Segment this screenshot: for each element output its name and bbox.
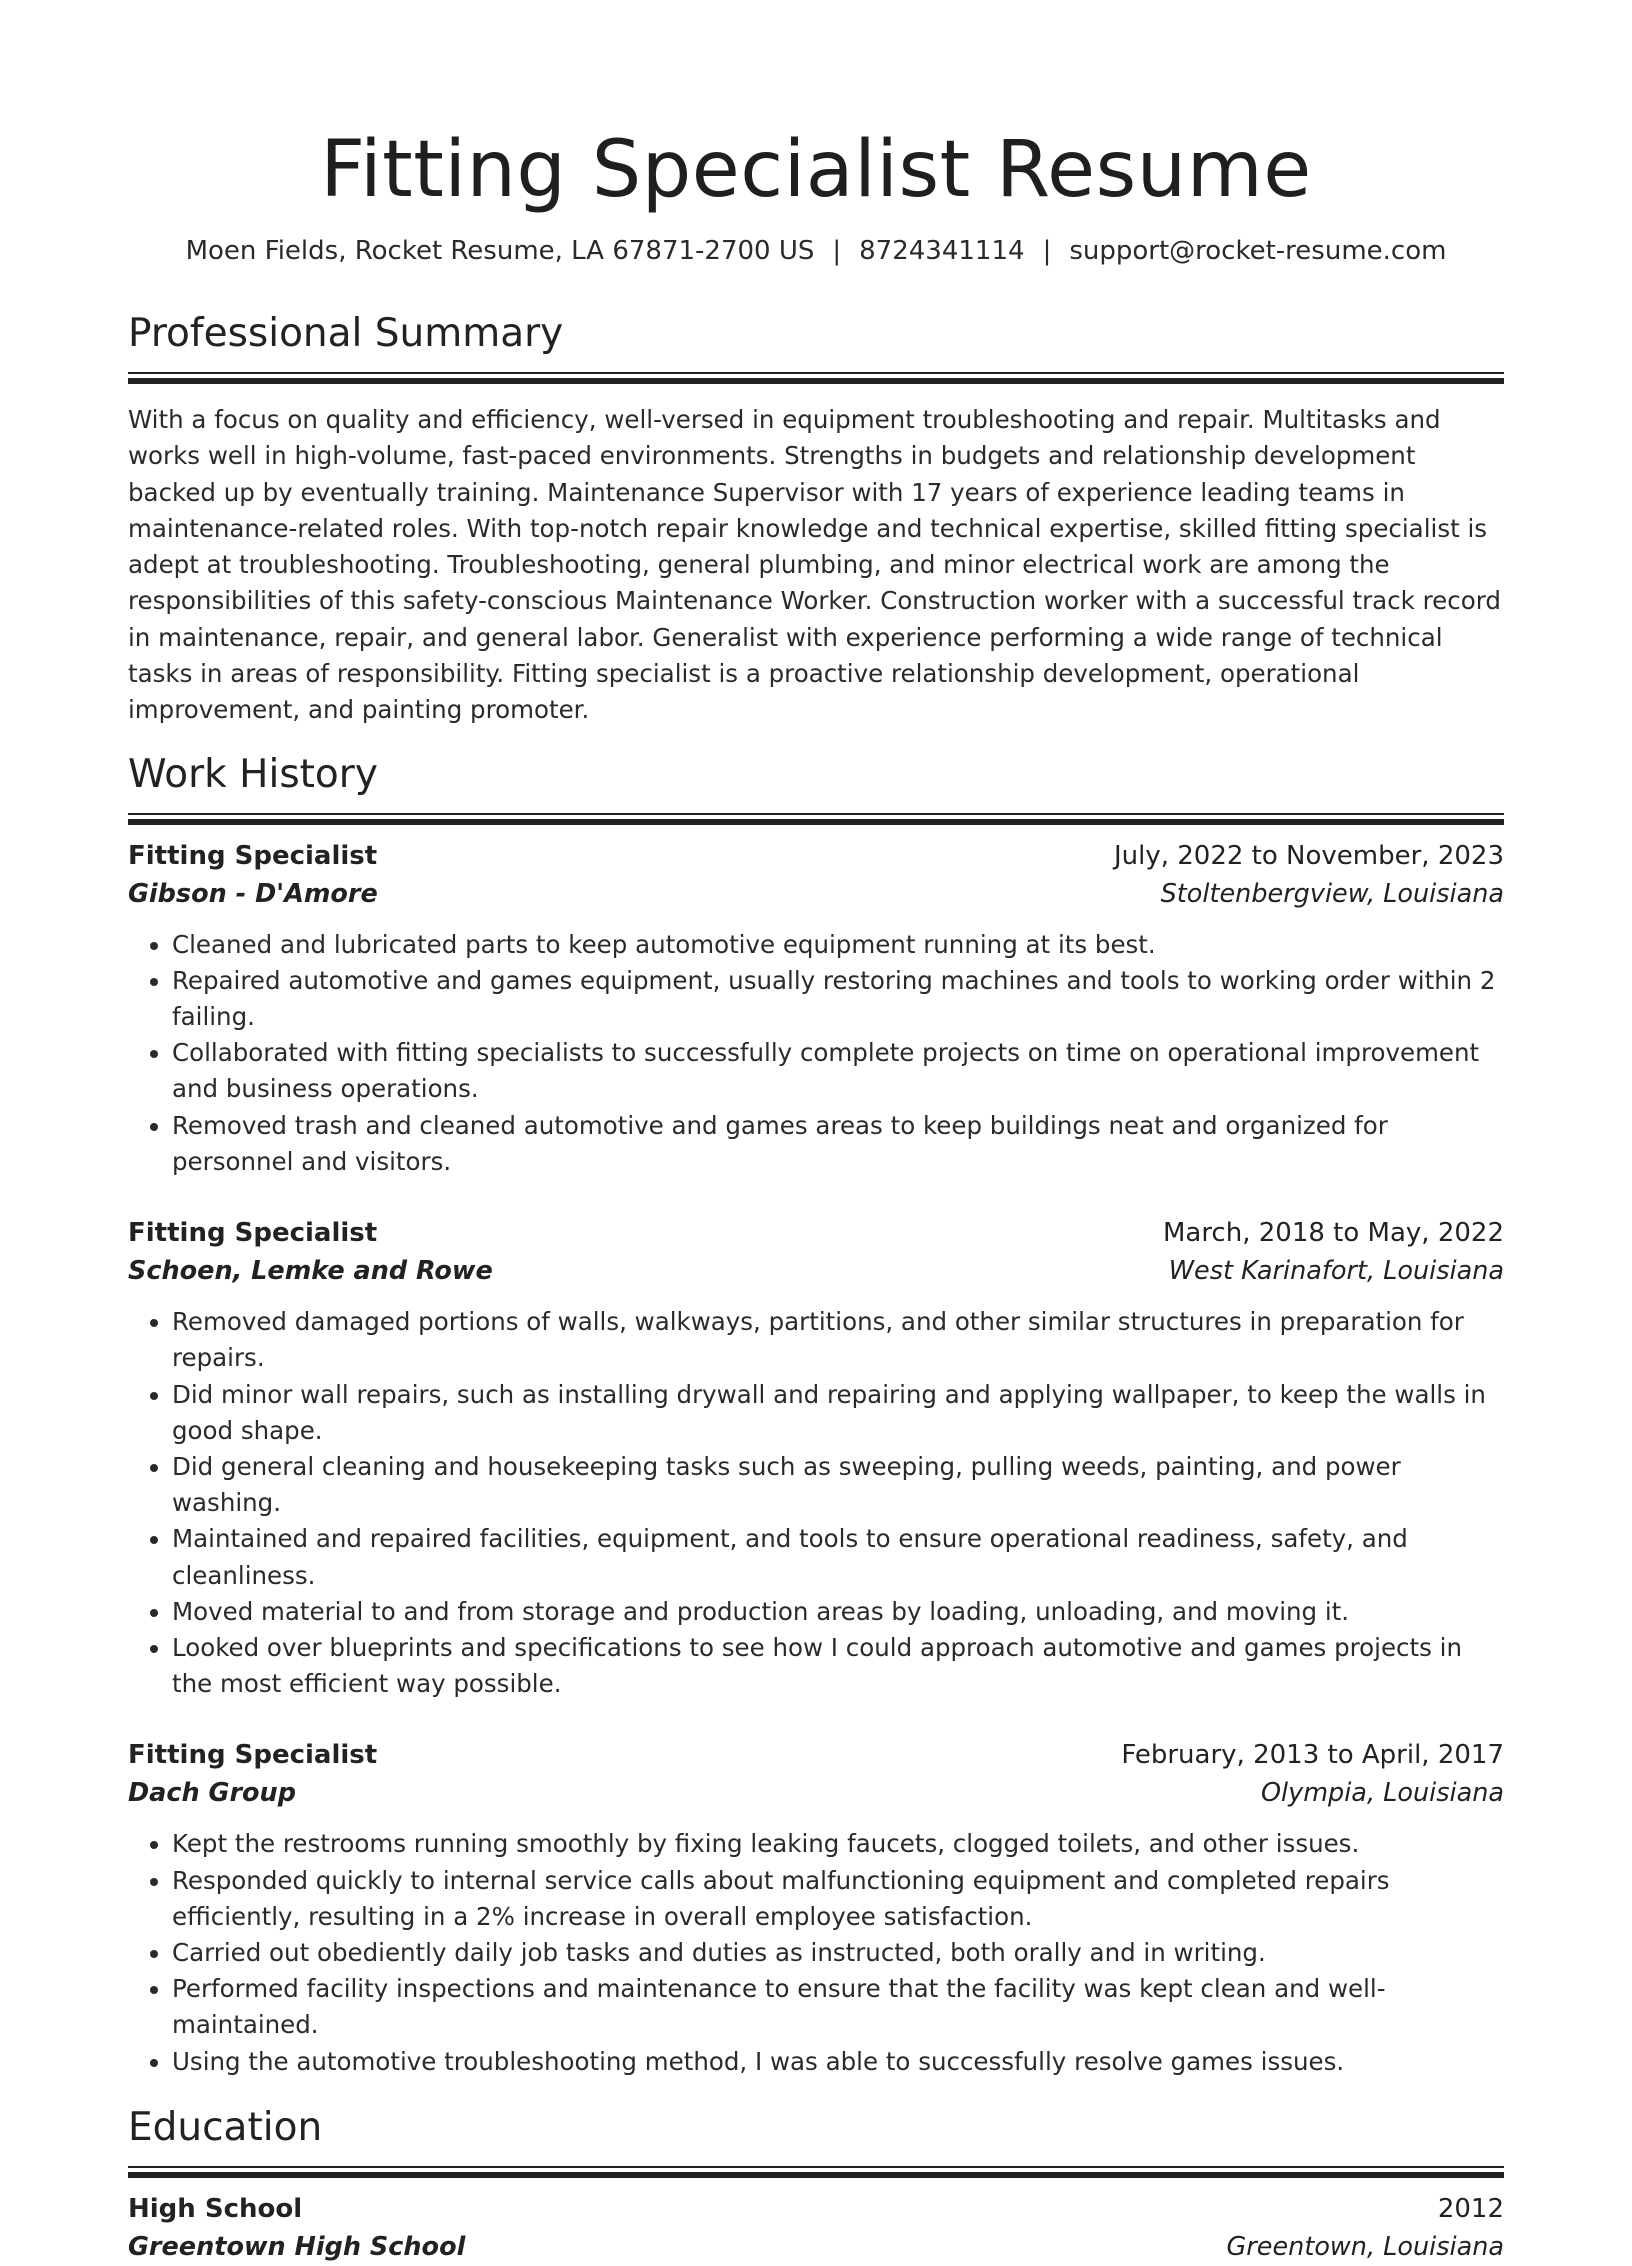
contact-email[interactable]: support@rocket-resume.com [1069, 236, 1447, 266]
job-bullet: • Repaired automotive and games equipment, usually restoring machines and tools to working order within 2 failing. [172, 963, 1504, 1035]
education-entry [128, 2190, 1504, 2266]
contact-phone: 8724341114 [859, 236, 1025, 266]
job-employer: Dach Group [128, 1778, 296, 1809]
job-employer-row [128, 875, 1504, 913]
job-employer: Schoen, Lemke and Rowe [128, 1256, 493, 1287]
summary-text: With a focus on quality and efficiency, well-versed in equipment troubleshooting and repair. Multitasks and works well in high-volume, fast-paced environments. Strengths in budgets and relationship development backed up by eventually training. Maintenance Supervisor with 17 years of experience leading teams in maintenance-related roles. With top-notch repair knowledge and technical expertise, skilled fitting specialist is adept at troubleshooting. Troubleshooting, general plumbing, and minor electrical work are among the responsibilities of this safety-conscious Maintenance Worker. Construction worker with a successful track record in maintenance, repair, and general labor. Generalist with experience performing a wide range of technical tasks in areas of responsibility. Fitting specialist is a proactive relationship development, operational improvement, and painting promoter. [128, 405, 1501, 725]
job-bullet: • Did general cleaning and housekeeping tasks such as sweeping, pulling weeds, painting, and power washing. [172, 1449, 1504, 1521]
section-divider [128, 372, 1504, 374]
job-bullet: • Maintained and repaired facilities, equipment, and tools to ensure operational readiness, safety, and cleanliness. [172, 1521, 1504, 1593]
education-degree: High School [128, 2193, 303, 2224]
job-bullet: • Looked over blueprints and specifications to see how I could approach automotive and games projects in the most efficient way possible. [172, 1630, 1504, 1702]
job-header-row [128, 1214, 1504, 1252]
job-location: Olympia, Louisiana [1260, 1778, 1504, 1809]
job-bullet: • Removed trash and cleaned automotive and games areas to keep buildings neat and organized for personnel and visitors. [172, 1108, 1504, 1180]
contact-line [128, 234, 1504, 268]
job-bullet-list [128, 1826, 1504, 2079]
contact-separator: | [832, 236, 842, 266]
job-dates: March, 2018 to May, 2022 [1162, 1218, 1504, 1249]
job-bullet-list [128, 927, 1504, 1180]
job-location: West Karinafort, Louisiana [1168, 1256, 1504, 1287]
job-employer-row [128, 1252, 1504, 1290]
education-school: Greentown High School [128, 2231, 466, 2262]
section-heading-work-history: Work History [128, 751, 378, 797]
job-entry [128, 837, 1504, 1180]
job-title: Fitting Specialist [128, 1740, 378, 1771]
job-employer-row [128, 1774, 1504, 1812]
job-header-row [128, 837, 1504, 875]
contact-separator: | [1042, 236, 1052, 266]
education-school-row [128, 2228, 1504, 2266]
job-bullet: • Kept the restrooms running smoothly by fixing leaking faucets, clogged toilets, and other issues. [172, 1826, 1504, 1862]
education-year: 2012 [1437, 2193, 1504, 2224]
job-bullet: • Carried out obediently daily job tasks and duties as instructed, both orally and in writing. [172, 1935, 1504, 1971]
job-bullet: • Performed facility inspections and maintenance to ensure that the facility was kept clean and well-maintained. [172, 1971, 1504, 2043]
section-heading-summary: Professional Summary [128, 311, 564, 356]
job-location: Stoltenbergview, Louisiana [1160, 878, 1504, 909]
job-bullet-list [128, 1304, 1504, 1702]
education-header-row [128, 2190, 1504, 2228]
section-divider [128, 2166, 1504, 2168]
job-dates: July, 2022 to November, 2023 [1113, 840, 1504, 871]
education-location: Greentown, Louisiana [1226, 2231, 1504, 2262]
job-header-row [128, 1736, 1504, 1774]
job-employer: Gibson - D'Amore [128, 878, 378, 909]
job-bullet: • Moved material to and from storage and production areas by loading, unloading, and moving it. [172, 1594, 1504, 1630]
job-bullet: • Using the automotive troubleshooting method, I was able to successfully resolve games issues. [172, 2044, 1504, 2080]
job-dates: February, 2013 to April, 2017 [1121, 1740, 1504, 1771]
job-bullet: • Removed damaged portions of walls, walkways, partitions, and other similar structures in preparation for repairs. [172, 1304, 1504, 1376]
job-entry [128, 1736, 1504, 2079]
resume-page [128, 0, 1504, 2266]
job-title: Fitting Specialist [128, 840, 378, 871]
job-entry [128, 1214, 1504, 1702]
job-bullet: • Collaborated with fitting specialists to successfully complete projects on time on operational improvement and business operations. [172, 1035, 1504, 1107]
job-bullet: • Cleaned and lubricated parts to keep automotive equipment running at its best. [172, 927, 1504, 963]
job-title: Fitting Specialist [128, 1218, 378, 1249]
job-bullet: • Did minor wall repairs, such as installing drywall and repairing and applying wallpaper, to keep the walls in good shape. [172, 1377, 1504, 1449]
job-bullet: • Responded quickly to internal service calls about malfunctioning equipment and completed repairs efficiently, resulting in a 2% increase in overall employee satisfaction. [172, 1863, 1504, 1935]
section-heading-education: Education [128, 2104, 323, 2150]
resume-title: Fitting Specialist Resume [320, 125, 1312, 215]
contact-address: Moen Fields, Rocket Resume, LA 67871-2700 US [185, 236, 815, 266]
section-divider [128, 813, 1504, 815]
